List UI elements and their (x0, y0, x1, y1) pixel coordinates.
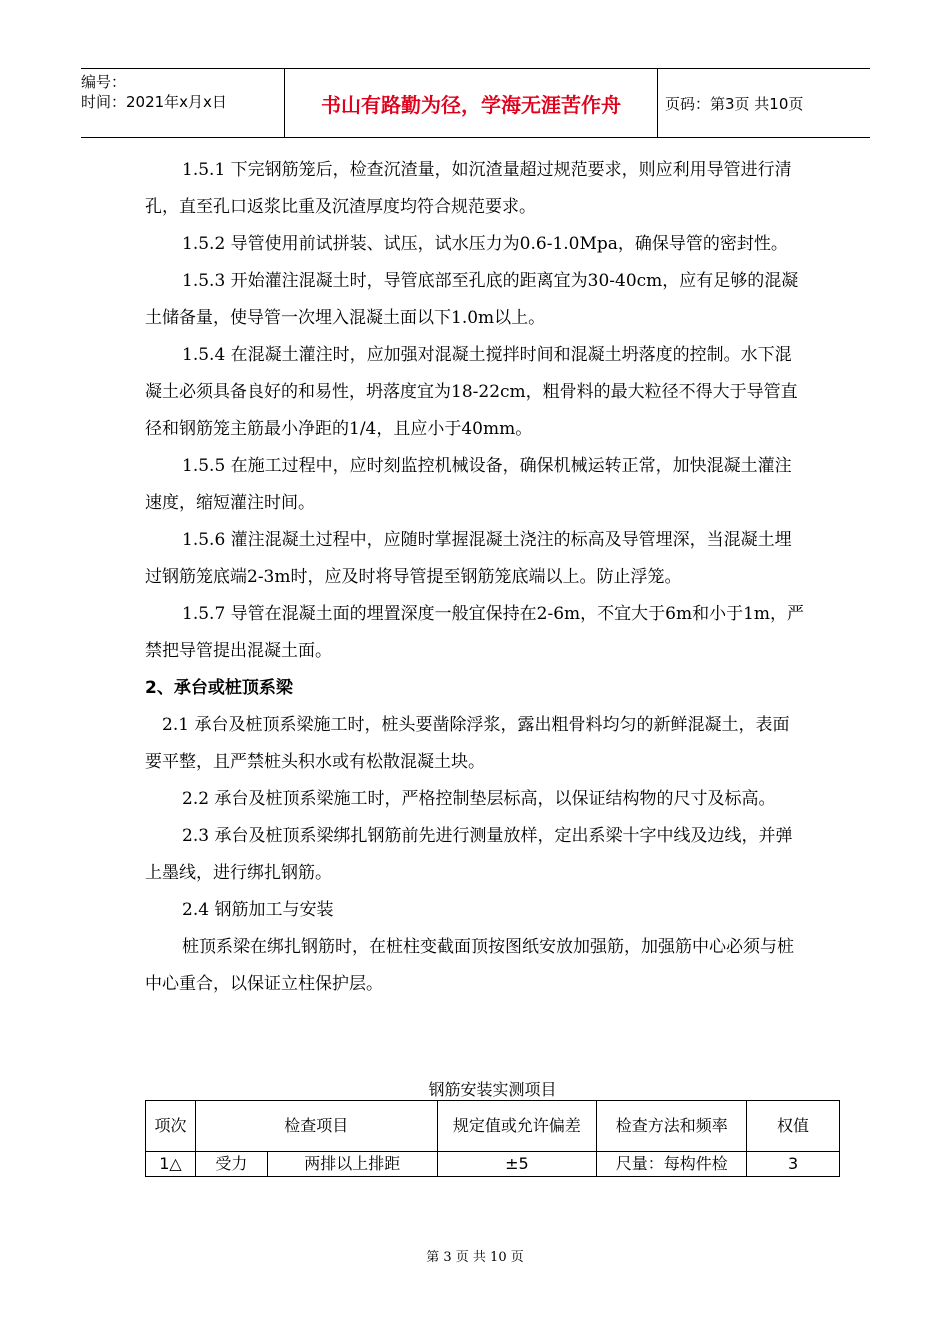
paragraph-2-4: 2.4 钢筋加工与安装 (182, 900, 334, 920)
table-row (146, 1152, 840, 1177)
header-motto: 书山有路勤为径，学海无涯苦作舟 (284, 69, 658, 137)
header-allowance: 规定值或允许偏差 (437, 1101, 597, 1152)
table-caption: 钢筋安装实测项目 (428, 1080, 557, 1099)
paragraph-2-1: 2.1 承台及桩顶系梁施工时，桩头要凿除浮浆，露出粗骨料均匀的新鲜混凝土，表面要平整，且严禁桩头积水或有松散混凝土块。 (145, 715, 790, 772)
header-item: 检查项目 (195, 1101, 437, 1152)
page-header (81, 68, 870, 138)
document-body (145, 152, 805, 1003)
paragraph-1-5-1: 1.5.1 下完钢筋笼后，检查沉渣量，如沉渣量超过规范要求，则应利用导管进行清孔，直至孔口返浆比重及沉渣厚度均符合规范要求。 (145, 160, 792, 217)
paragraph-1-5-7: 1.5.7 导管在混凝土面的埋置深度一般宜保持在2-6m，不宜大于6m和小于1m，严禁把导管提出混凝土面。 (145, 604, 805, 661)
paragraph-1-5-6: 1.5.6 灌注混凝土过程中，应随时掌握混凝土浇注的标高及导管埋深，当混凝土埋过钢筋笼底端2-3m时，应及时将导管提至钢筋笼底端以上。防止浮笼。 (145, 530, 792, 587)
paragraph-rebar-note: 桩顶系梁在绑扎钢筋时，在桩柱变截面顶按图纸安放加强筋，加强筋中心必须与桩中心重合，以保证立柱保护层。 (145, 937, 794, 994)
paragraph-1-5-4: 1.5.4 在混凝土灌注时，应加强对混凝土搅拌时间和混凝土坍落度的控制。水下混凝土必须具备良好的和易性，坍落度宜为18-22cm，粗骨料的最大粒径不得大于导管直径和钢筋笼主筋最小净距的1/4，且应小于40mm。 (145, 345, 798, 439)
doc-number-label: 编号： (81, 73, 127, 91)
paragraph-2-3: 2.3 承台及桩顶系梁绑扎钢筋前先进行测量放样，定出系梁十字中线及边线，并弹上墨线，进行绑扎钢筋。 (145, 826, 793, 883)
header-method: 检查方法和频率 (597, 1101, 747, 1152)
cell-sub-item: 两排以上排距 (267, 1152, 437, 1177)
section-heading-2: 2、承台或桩顶系梁 (145, 678, 293, 698)
table-header-row (146, 1101, 840, 1152)
header-weight: 权值 (747, 1101, 840, 1152)
header-no: 项次 (146, 1101, 196, 1152)
paragraph-2-2: 2.2 承台及桩顶系梁施工时，严格控制垫层标高，以保证结构物的尺寸及标高。 (182, 789, 776, 809)
cell-category: 受力 (195, 1152, 267, 1177)
cell-allowance: ±5 (437, 1152, 597, 1177)
cell-method: 尺量：每构件检 (597, 1152, 747, 1177)
page-footer: 第 3 页 共 10 页 (426, 1250, 524, 1265)
paragraph-1-5-2: 1.5.2 导管使用前试拼装、试压，试水压力为0.6-1.0Mpa，确保导管的密封性。 (182, 234, 788, 254)
cell-weight: 3 (747, 1152, 840, 1177)
header-page-info: 页码：第3页 共10页 (665, 94, 804, 113)
cell-no: 1△ (146, 1152, 196, 1177)
doc-date: 时间：2021年x月x日 (81, 93, 227, 111)
paragraph-1-5-3: 1.5.3 开始灌注混凝土时，导管底部至孔底的距离宜为30-40cm，应有足够的混凝土储备量，使导管一次埋入混凝土面以下1.0m以上。 (145, 271, 799, 328)
paragraph-1-5-5: 1.5.5 在施工过程中，应时刻监控机械设备，确保机械运转正常，加快混凝土灌注速度，缩短灌注时间。 (145, 456, 792, 513)
rebar-inspection-table (145, 1100, 840, 1177)
header-meta (81, 69, 284, 137)
